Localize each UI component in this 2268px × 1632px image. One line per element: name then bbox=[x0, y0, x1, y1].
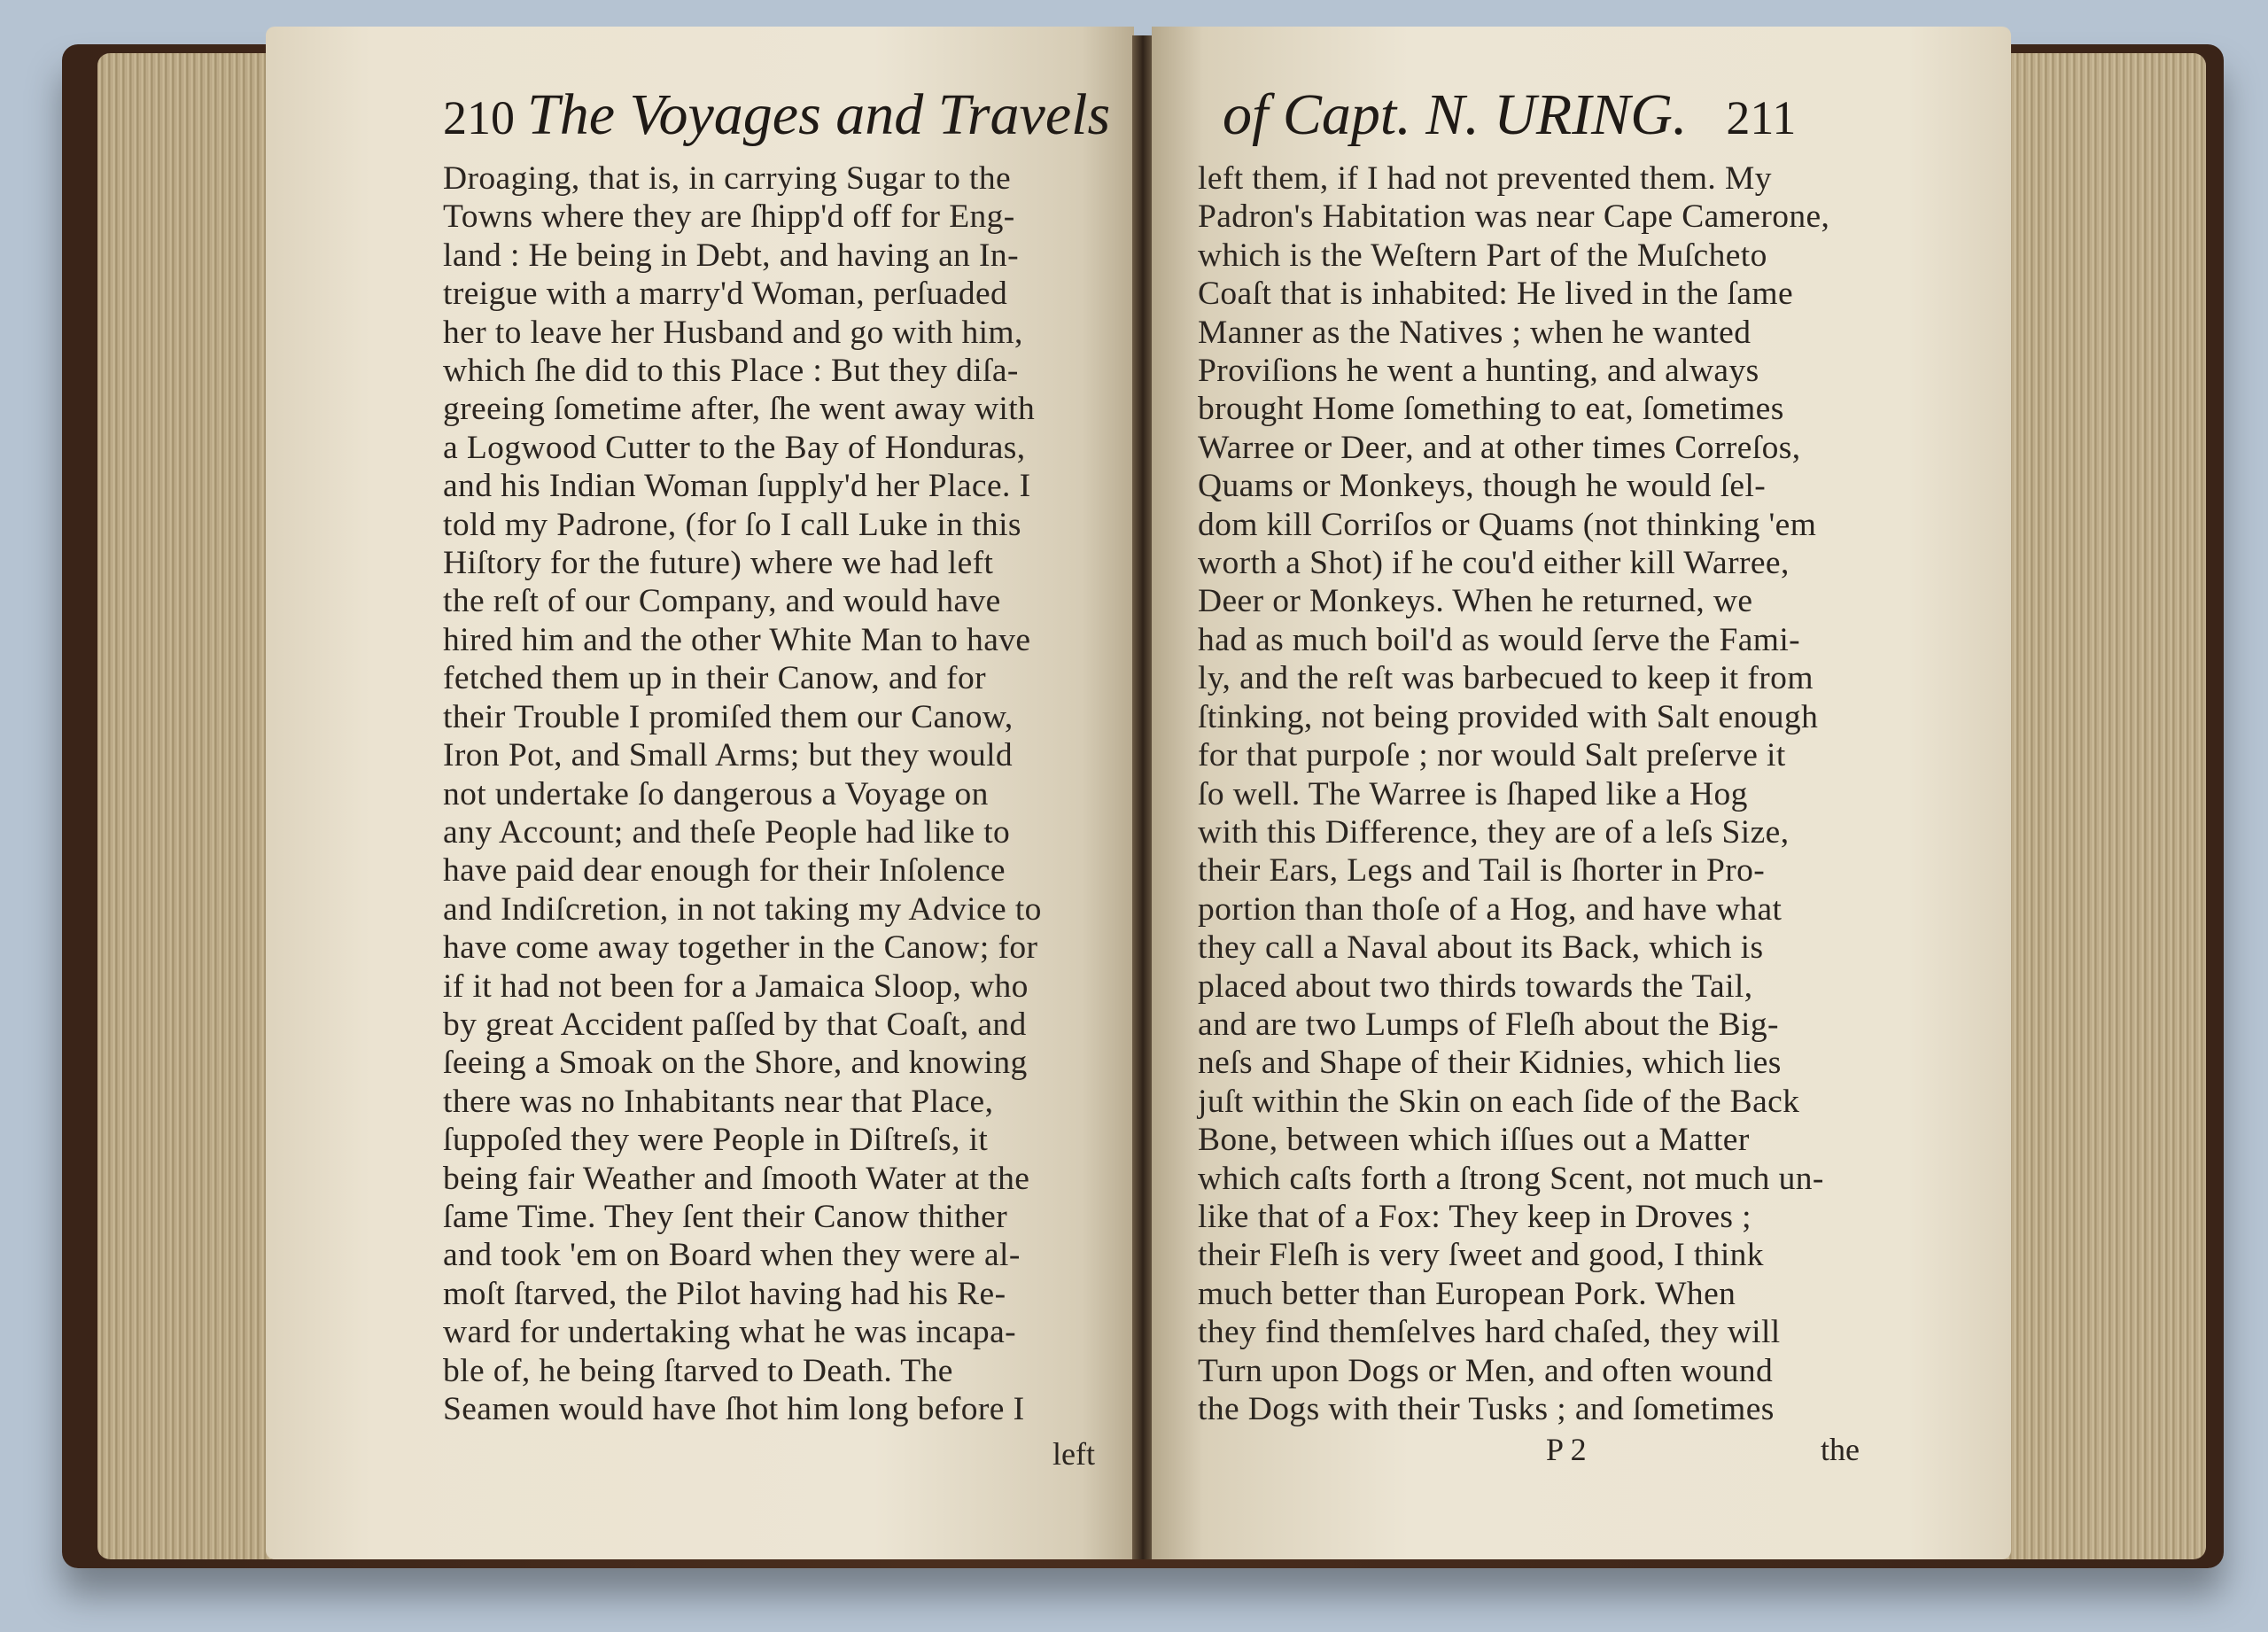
text-line: ward for undertaking what he was incapa- bbox=[443, 1314, 1016, 1351]
text-line: ſame Time. They ſent their Canow thither bbox=[443, 1198, 1008, 1235]
text-line: Hiſtory for the future) where we had left bbox=[443, 545, 994, 582]
text-line: placed about two thirds towards the Tail, bbox=[1198, 968, 1753, 1005]
running-head: The Voyages and Travels bbox=[527, 82, 1111, 147]
text-line: if it had not been for a Jamaica Sloop, who bbox=[443, 968, 1029, 1005]
text-line: told my Padrone, (for ſo I call Luke in this bbox=[443, 506, 1021, 543]
page-number: 211 bbox=[1726, 91, 1797, 144]
text-line: ly, and the reſt was barbecued to keep it from bbox=[1198, 660, 1814, 697]
text-line: much better than European Pork. When bbox=[1198, 1275, 1736, 1312]
page-edges-right bbox=[1984, 53, 2206, 1559]
text-line: ble of, he being ſtarved to Death. The bbox=[443, 1352, 953, 1389]
page-edges-left bbox=[97, 53, 292, 1559]
text-line: Droaging, that is, in carrying Sugar to the bbox=[443, 160, 1012, 197]
text-line: left them, if I had not prevented them. My bbox=[1198, 160, 1772, 197]
text-line: Warree or Deer, and at other times Correſos, bbox=[1198, 429, 1801, 466]
text-line: neſs and Shape of their Kidnies, which lies bbox=[1198, 1045, 1782, 1082]
text-line: a Logwood Cutter to the Bay of Honduras, bbox=[443, 429, 1026, 466]
text-line: and his Indian Woman ſupply'd her Place. I bbox=[443, 468, 1031, 505]
text-line: hired him and the other White Man to have bbox=[443, 621, 1031, 658]
text-line: their Fleſh is very ſweet and good, I think bbox=[1198, 1237, 1764, 1274]
text-line: brought Home ſomething to eat, ſometimes bbox=[1198, 391, 1784, 428]
text-line: like that of a Fox: They keep in Droves ; bbox=[1198, 1198, 1751, 1235]
text-line: Coaſt that is inhabited: He lived in the ſame bbox=[1198, 276, 1794, 313]
text-line: being fair Weather and ſmooth Water at the bbox=[443, 1160, 1030, 1197]
text-line: moſt ſtarved, the Pilot having had his Re- bbox=[443, 1275, 1006, 1312]
left-page-body bbox=[443, 159, 1042, 1428]
text-line: have come away together in the Canow; for bbox=[443, 929, 1038, 967]
text-line: and Indiſcretion, in not taking my Advice to bbox=[443, 890, 1042, 928]
text-line: Padron's Habitation was near Cape Camerone, bbox=[1198, 198, 1830, 236]
text-line: Deer or Monkeys. When he returned, we bbox=[1198, 583, 1753, 620]
text-line: Turn upon Dogs or Men, and often wound bbox=[1198, 1352, 1774, 1389]
text-line: they call a Naval about its Back, which is bbox=[1198, 929, 1764, 967]
text-line: greeing ſometime after, ſhe went away with bbox=[443, 391, 1036, 428]
text-line: by great Accident paſſed by that Coaſt, and bbox=[443, 1006, 1027, 1043]
text-line: the reſt of our Company, and would have bbox=[443, 583, 1001, 620]
signature-mark: P 2 bbox=[1546, 1432, 1587, 1467]
text-line: and took 'em on Board when they were al- bbox=[443, 1237, 1021, 1274]
text-line: their Ears, Legs and Tail is ſhorter in Pro- bbox=[1198, 852, 1766, 890]
text-line: juſt within the Skin on each ſide of the Back bbox=[1198, 1083, 1800, 1120]
right-page-header bbox=[1223, 82, 1805, 149]
text-line: treigue with a marry'd Woman, perſuaded bbox=[443, 276, 1008, 313]
text-line: her to leave her Husband and go with him, bbox=[443, 314, 1023, 351]
text-line: Quams or Monkeys, though he would ſel- bbox=[1198, 468, 1767, 505]
text-line: not undertake ſo dangerous a Voyage on bbox=[443, 775, 989, 812]
text-line: ſeeing a Smoak on the Shore, and knowing bbox=[443, 1045, 1028, 1082]
text-line: fetched them up in their Canow, and for bbox=[443, 660, 986, 697]
text-line: Bone, between which iſſues out a Matter bbox=[1198, 1122, 1750, 1159]
left-page bbox=[266, 27, 1134, 1559]
text-line: Proviſions he went a hunting, and always bbox=[1198, 353, 1759, 390]
text-line: for that purpoſe ; nor would Salt preſerve it bbox=[1198, 737, 1786, 774]
text-line: land : He being in Debt, and having an In- bbox=[443, 237, 1019, 274]
text-line: there was no Inhabitants near that Place, bbox=[443, 1083, 994, 1120]
text-line: Manner as the Natives ; when he wanted bbox=[1198, 314, 1751, 351]
text-line: ſo well. The Warree is ſhaped like a Hog bbox=[1198, 775, 1748, 812]
text-line: they find themſelves hard chaſed, they will bbox=[1198, 1314, 1781, 1351]
running-head: of Capt. N. URING. bbox=[1223, 82, 1688, 147]
text-line: the Dogs with their Tusks ; and ſometimes bbox=[1198, 1391, 1775, 1427]
text-line: any Account; and theſe People had like to bbox=[443, 813, 1011, 851]
text-line: worth a Shot) if he cou'd either kill Warree, bbox=[1198, 545, 1790, 582]
right-page bbox=[1152, 27, 2011, 1559]
text-line: Seamen would have ſhot him long before I bbox=[443, 1391, 1025, 1427]
left-page-header bbox=[443, 82, 1110, 149]
text-line: portion than thoſe of a Hog, and have what bbox=[1198, 890, 1783, 928]
page-number: 210 bbox=[443, 91, 515, 144]
text-line: had as much boil'd as would ſerve the Fami- bbox=[1198, 621, 1801, 658]
text-line: and are two Lumps of Fleſh about the Big- bbox=[1198, 1006, 1779, 1043]
text-line: dom kill Corriſos or Quams (not thinking 'em bbox=[1198, 506, 1817, 543]
text-line: have paid dear enough for their Inſolence bbox=[443, 852, 1006, 890]
text-line: which caſts forth a ſtrong Scent, not much un- bbox=[1198, 1160, 1824, 1197]
catchword: left bbox=[1052, 1436, 1095, 1472]
text-line: ſtinking, not being provided with Salt enough bbox=[1198, 698, 1819, 735]
text-line: with this Difference, they are of a leſs Size, bbox=[1198, 813, 1790, 851]
catchword: the bbox=[1821, 1432, 1860, 1467]
text-line: Towns where they are ſhipp'd off for Eng- bbox=[443, 198, 1015, 236]
text-line: their Trouble I promiſed them our Canow, bbox=[443, 698, 1014, 735]
text-line: ſuppoſed they were People in Diſtreſs, it bbox=[443, 1122, 989, 1159]
right-page-body bbox=[1198, 159, 1829, 1428]
text-line: which is the Weſtern Part of the Muſcheto bbox=[1198, 237, 1767, 274]
text-line: Iron Pot, and Small Arms; but they would bbox=[443, 737, 1014, 774]
book-gutter bbox=[1132, 35, 1153, 1559]
text-line: which ſhe did to this Place : But they diſa- bbox=[443, 353, 1019, 390]
